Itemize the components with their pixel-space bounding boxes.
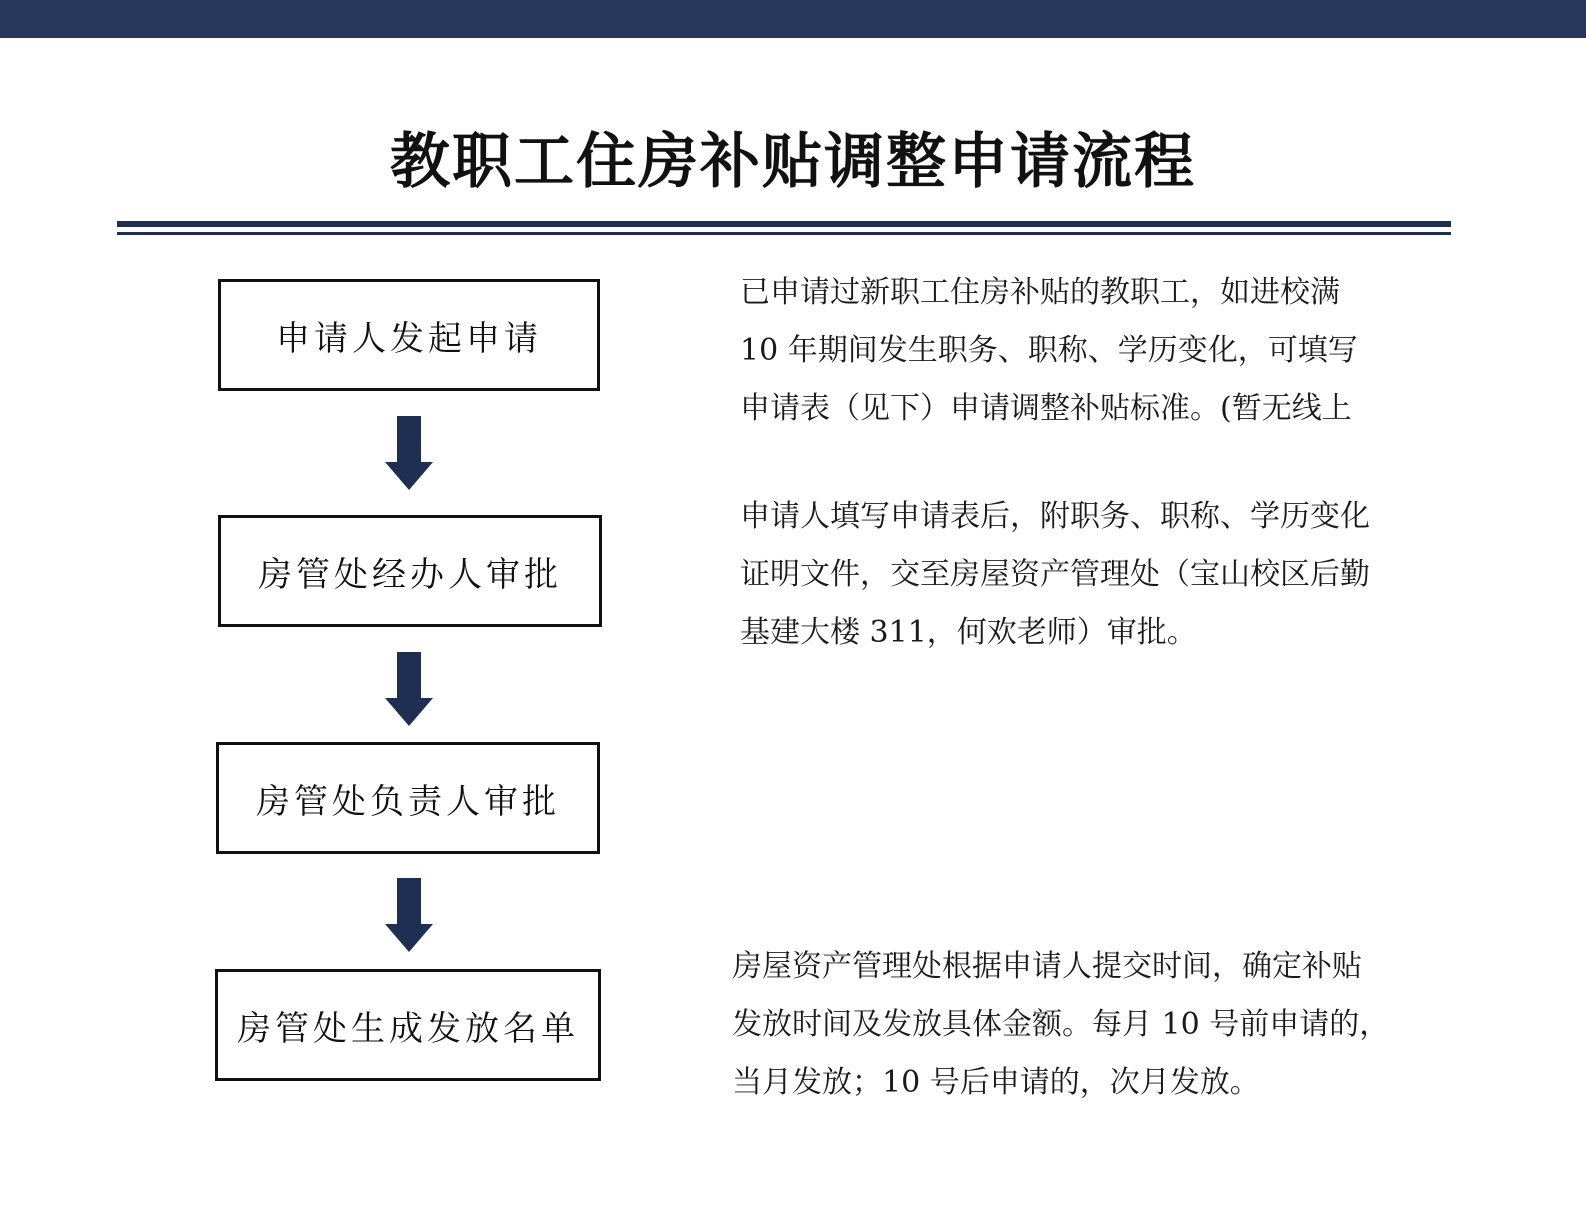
header-bar bbox=[0, 0, 1586, 38]
page-title: 教职工住房补贴调整申请流程 bbox=[390, 127, 1196, 197]
title-divider-thin bbox=[117, 232, 1451, 235]
down-arrow-icon bbox=[385, 416, 433, 490]
note-payment-description bbox=[732, 938, 1389, 1112]
note-line: 证明文件，交至房屋资产管理处（宝山校区后勤 bbox=[740, 557, 1370, 592]
down-arrow-icon bbox=[385, 878, 433, 952]
note-apply-description bbox=[740, 264, 1358, 438]
flow-step-officer-approval: 房管处经办人审批 bbox=[218, 515, 602, 627]
note-line: 房屋资产管理处根据申请人提交时间，确定补贴 bbox=[732, 949, 1362, 984]
note-line: 发放时间及发放具体金额。每月 10 号前申请的， bbox=[732, 1007, 1390, 1042]
title-divider-thick bbox=[117, 221, 1451, 227]
flow-step-payment-list: 房管处生成发放名单 bbox=[215, 969, 601, 1081]
note-line: 申请表（见下）申请调整补贴标准。(暂无线上 bbox=[740, 391, 1352, 426]
down-arrow-icon bbox=[385, 652, 433, 726]
flow-step-apply: 申请人发起申请 bbox=[218, 279, 600, 391]
note-line: 10 年期间发生职务、职称、学历变化，可填写 bbox=[740, 333, 1358, 368]
note-line: 基建大楼 311，何欢老师）审批。 bbox=[740, 615, 1197, 650]
note-approval-description bbox=[740, 488, 1370, 662]
note-line: 当月发放；10 号后申请的，次月发放。 bbox=[732, 1065, 1260, 1100]
flow-step-head-approval: 房管处负责人审批 bbox=[216, 742, 600, 854]
note-line: 申请人填写申请表后，附职务、职称、学历变化 bbox=[740, 499, 1370, 534]
note-line: 已申请过新职工住房补贴的教职工，如进校满 bbox=[740, 275, 1340, 310]
